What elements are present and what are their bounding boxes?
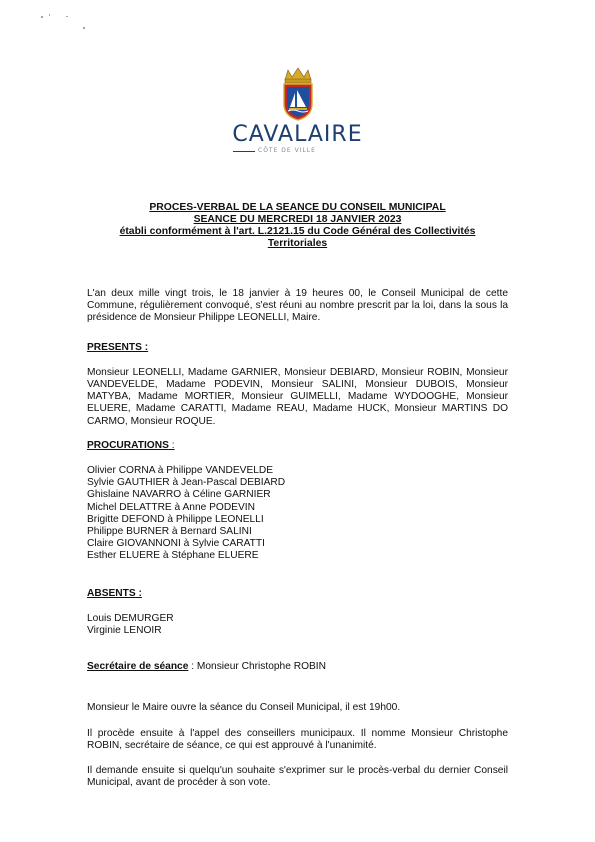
list-item: Claire GIOVANNONI à Sylvie CARATTI [87,538,265,550]
absents-heading: ABSENTS : [87,587,142,599]
document-body [87,288,508,789]
brand-divider [233,151,255,152]
document-title [0,202,595,250]
absents-list [87,613,508,637]
presents-heading: PRESENTS : [87,341,149,353]
paragraph-roll-call: Il procède ensuite à l'appel des conseillers municipaux. Il nomme Monsieur Christophe ROBIN, secrétaire de séance, ce qui est approuvé à l'unanimité. [87,727,508,751]
presents-list: Monsieur LEONELLI, Madame GARNIER, Monsieur DEBIARD, Monsieur ROBIN, Monsieur VANDEVELDE, Madame PODEVIN, Monsieur SALINI, Monsieur DUBOIS, Monsieur MATYBA, Madame MORTIER, Monsieur GUIMELLI, Madame WYDOOGHE, Monsieur ELUERE, Madame CARATTI, Madame REAU, Madame HUCK, Monsieur MARTINS DO CARMO, Monsieur ROQUE. [87,366,508,427]
list-item: Sylvie GAUTHIER à Jean-Pascal DEBIARD [87,477,286,489]
procurations-list [87,465,508,563]
list-item: Ghislaine NAVARRO à Céline GARNIER [87,489,271,501]
list-item: Louis DEMURGER [87,612,174,624]
list-item: Virginie LENOIR [87,625,162,637]
procurations-heading-suffix: : [168,439,175,451]
scan-speck [83,27,85,29]
secretary-value: : Monsieur Christophe ROBIN [188,661,326,673]
title-line-4: Territoriales [267,238,328,249]
intro-paragraph: L'an deux mille vingt trois, le 18 janvier à 19 heures 00, le Conseil Municipal de cette Commune, régulièrement convoqué, s'est réuni au nombre prescrit par la loi, dans la sous la présidence de Monsieur Philippe LEONELLI, Maire. [87,288,508,324]
brand-subtitle: CÔTE DE VILLE [258,147,316,154]
title-line-1: PROCES-VERBAL DE LA SEANCE DU CONSEIL MUNICIPAL [149,202,446,213]
list-item: Michel DELATTRE à Anne PODEVIN [87,501,255,513]
procurations-heading-label: PROCURATIONS [87,439,169,451]
paragraph-pv-vote: Il demande ensuite si quelqu'un souhaite s'exprimer sur le procès-verbal du dernier Conseil Municipal, avant de procéder à son vote. [87,765,508,789]
title-line-2: SEANCE DU MERCREDI 18 JANVIER 2023 [193,214,402,225]
list-item: Esther ELUERE à Stéphane ELUERE [87,550,259,562]
scan-speck [66,16,68,17]
list-item: Brigitte DEFOND à Philippe LEONELLI [87,513,264,525]
brand-name: CAVALAIRE [232,122,363,147]
secretary-line [87,661,508,673]
secretary-label: Secrétaire de séance [87,661,189,673]
scan-speck [49,14,50,16]
procurations-heading [87,440,508,452]
title-line-3: établi conformément à l'art. L.2121.15 du Code Général des Collectivités [119,226,476,237]
cavalaire-coat-of-arms-icon [280,66,316,122]
paragraph-opening: Monsieur le Maire ouvre la séance du Conseil Municipal, il est 19h00. [87,702,401,714]
list-item: Olivier CORNA à Philippe VANDEVELDE [87,465,274,477]
scan-speck [41,16,43,18]
list-item: Philippe BURNER à Bernard SALINI [87,526,252,538]
